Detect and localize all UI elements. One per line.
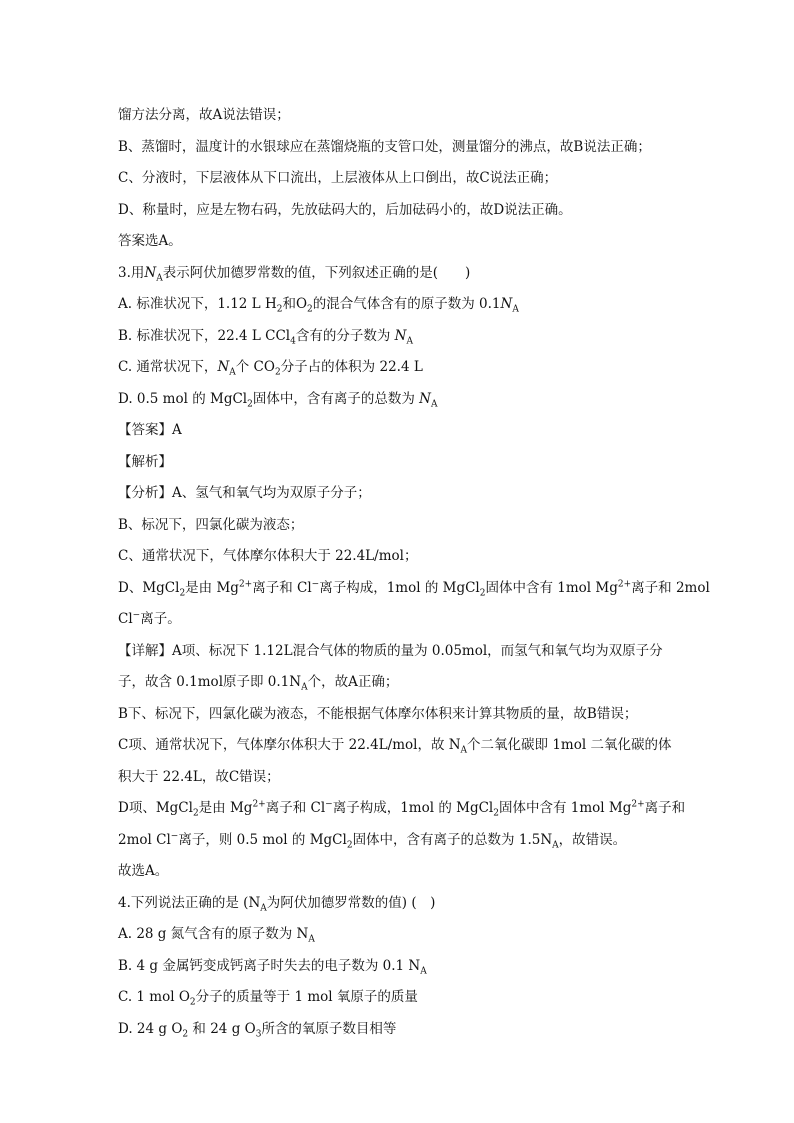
analysis-line: B、标况下，四氯化碳为液态； — [118, 516, 304, 533]
analysis-heading: 【解析】 — [118, 453, 172, 470]
text-line: 馏方法分离，故A说法错误； — [118, 107, 290, 123]
text-line: D、称量时，应是左物右码，先放砝码大的，后加砝码小的，故D说法正确。 — [118, 201, 572, 218]
question-3-option-b: B. 标准状况下，22.4 L CCl$_4$含有的分子数为 $N_A$ — [118, 327, 413, 347]
analysis-line: Cl−离子。 — [118, 610, 181, 627]
question-4-option-b: B. 4 g 金属钙变成钙离子时失去的电子数为 0.1 $N_A$ — [118, 957, 427, 977]
text-line: B、蒸馏时，温度计的水银球应在蒸馏烧瓶的支管口处，测量馏分的沸点，故B说法正确； — [118, 138, 651, 155]
question-3-stem: 3.用$N_A$表示阿伏加德罗常数的值，下列叙述正确的是( ) — [118, 264, 471, 284]
question-4-option-d: D. 24 g $O_2$ 和 24 g $O_3$所含的氧原子数目相等 — [118, 1020, 397, 1040]
detail-line: C项、通常状况下，气体摩尔体积大于 22.4L/mol，故 $N_A$个二氧化碳即 1mol 二氧化碳的体 — [118, 737, 672, 756]
answer-line: 【答案】A — [118, 422, 182, 438]
question-3-option-a: A. 标准状况下，1.12 L $H_2$和$O_2$的混合气体含有的原子数为 $0.1N_A$ — [118, 296, 519, 315]
question-3-option-d: D. 0.5 mol 的 MgCl$_2$固体中，含有离子的总数为 $N_A$ — [118, 390, 438, 410]
analysis-line: 【分析】A、氢气和氧气均为双原子分子； — [118, 485, 371, 501]
final-answer-line: 故选A。 — [118, 863, 169, 879]
detail-line: B下、标况下，四氯化碳为液态，不能根据气体摩尔体积来计算其物质的量，故B错误； — [118, 705, 638, 722]
question-4-stem: 4.下列说法正确的是 ($N_A$为阿伏加德罗常数的值) ( ) — [118, 894, 436, 914]
text-line: C、分液时，下层液体从下口流出，上层液体从上口倒出，故C说法正确； — [118, 170, 558, 186]
analysis-line: C、通常状况下，气体摩尔体积大于 22.4L/mol； — [118, 548, 418, 564]
question-4-option-a: A. 28 g 氮气含有的原子数为 $N_A$ — [118, 926, 315, 945]
analysis-line: D、MgCl$_2$是由 $Mg^{2+}$离子和 Cl−离子构成，1mol 的 MgCl$_2$固体中含有 1mol $Mg^{2+}$离子和 2mol — [118, 579, 710, 599]
detail-line: 子，故含 0.1mol原子即 $0.1N_A$个，故A正确； — [118, 674, 399, 693]
document-page — [118, 100, 710, 1045]
question-3-option-c: C. 通常状况下，$N_A$个 $CO_2$分子占的体积为 22.4 L — [118, 359, 423, 378]
detail-line: D项、MgCl$_2$是由 $Mg^{2+}$离子和 Cl−离子构成，1mol 的 MgCl$_2$固体中含有 1mol $Mg^{2+}$离子和 — [118, 799, 686, 819]
detail-line: 【详解】A项、标况下 1.12L混合气体的物质的量为 0.05mol，而氢气和氧气均为双原子分 — [118, 642, 663, 659]
text-line: 答案选A。 — [118, 233, 182, 249]
question-4-option-c: C. 1 mol $O_2$分子的质量等于 1 mol 氧原子的质量 — [118, 989, 418, 1008]
detail-line: 积大于 22.4L，故C错误； — [118, 768, 280, 785]
detail-line: 2mol Cl−离子，则 0.5 mol 的 MgCl$_2$固体中，含有离子的总数为 $1.5N_A$，故错误。 — [118, 831, 627, 851]
